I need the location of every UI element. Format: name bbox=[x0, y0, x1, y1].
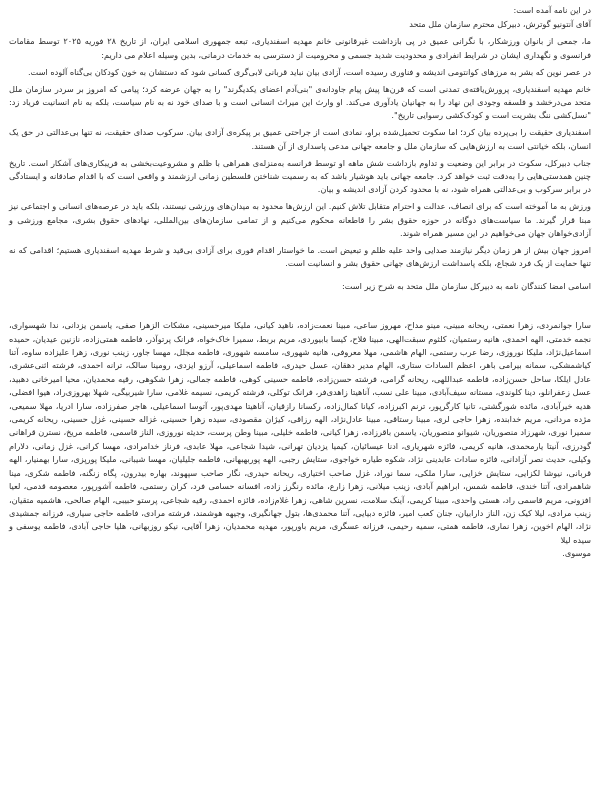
signers-list-end: موسوی. bbox=[562, 548, 591, 559]
letter-paragraph: اسفندیاری حقیقت را بی‌پرده بیان کرد؛ اما سکوت تحمیل‌شده براو، نمادی است از جراحتی عمیق بر پیکره‌ی آزادی بیان. سرکوب صدای حقیقت، نه تنها بی‌عدالتی در حق یک انسان، بلکه خیانتی است به ارزش‌هایی که سازمان ملل و جامعه جهانی مدعی پاسداری از آن هستند. bbox=[9, 127, 591, 151]
signers-list: سارا جوانمردی، زهرا نعمتی، ریحانه مبینی، مینو مداح، مهروز ساعی، مبینا نعمت‌زاده، ناهید کیانی، ملیکا میرحسینی، مشکات الزهرا صفی، یاسمن یزدانی، ندا شهسواری، نجمه خدمتی، الهه احمدی، هانیه رستمیان، کلثوم سبقت‌الهی، مبینا فلاح، کیسا بابیوردی، مریم بربط، سمیرا خاک‌خواه، فرانک پرتوآذر، فاطمه همتی‌زاده، نازنین عیدیان، حمیده اسماعیل‌نژاد، ملیکا نوروزی، رضا عرب رستمی، الهام هاشمی، مهلا معروفی، هانیه شهوری، سامسه شهوری، فاطمه مجلل، مهسا جاور، زینب نوری، زهرا علیزاده ساوه، آتنا کیاشمشکی، سمانه بیرامی باهر، اعظم السادات ستاری، الهام مدیر دهقان، عسل حیدری، فاطمه اسماعیلی، آرزو ایزدی، رومینا سالک، ترانه احمدی، فرشته اثنی‌عشری، عادل ایلکا، ساحل حسن‌زاده، فاطمه عبداللهی، ریحانه گرامی، فرشته حسن‌زاده، فاطمه حسینی کوهی، فاطمه جمالی، زهرا شکوهی، رقیه محمدیان، محیا امیرخانی دهبید، عسل زعفرانلو، دینا کلوندی، مستانه سیف‌آبادی، مبینا علی نسب، آناهیتا زاهدی‌فر، فرانک توکلی، فرشته کریمی، نسیمه غلامی، سارا شیربیگی، شهلا بهروزی‌راد، هیوا افضلی، هدیه خیرآبادی، مائده شورگشتی، تانیا کارگرپور، ترنم اکبرزاده، کیانا کمال‌زاده، رکسانا رازقیان، آناهیتا مهدی‌پور، آتوسا اسماعیلی، هاجر صفرزاده، سارا ادریا، مهلا سمیعی، مژده مردانی، مریم خدابنده، زهرا حاجی لری، مبینا رستاقی، مبینا عادل‌نژاد، الهه رزاقی، کیژان مقصودی، سیده زهرا حسینی، غزاله حسینی، غزل حسینی، ریحانه کریمی، سمیرا نوری، شهرزاد منصوریان، شیوانو منصوریان، یاسمن باقرزاده، زهرا کیانی، فاطمه خلیلی، مبینا وطن پرست، حدیثه نوروزی، الناز قاسمی، فاطمه مریخ، نسترن قراهانی گودرزی، آنیتا یارمحمدی، هانیه کریمی، فائزه شهریاری، ادنا عیسائیان، کیمیا یزدیان تهرانی، شیدا شجاعی، مهلا عابدی، فرناز خدامرادی، مهسا کرانی، غزل زمانی، دلارام وکیلی، حدیث نصر آزادانی، فائزه سادات عابدینی نژاد، شکوه طیاره خواجوی، ستایش رجبی، الهه پوربهبهانی، فاطمه جلیلیان، مهسا شیبانی، ملیکا پورپزی، سارا بهمنیار، الهه قربانی، نیوشا لکزایی، ستایش خزایی، سارا ملکی، سما نوراد، غزل صاحب اختیاری، ریحانه حیدری، نگار صاحب سپهوند، بهاره بیدرون، پگاه زنگنه، فاطمه شکری، مینا شاهمرادی، آتنا خندی، فاطمه شمس، ابراهیم آبادی، زینب میلانی، زهرا زارع، مائده رنگرز زاده، افسانه حسامی فرد، کران رستمی، فاطمه آشورپور، معصومه قدمی، لعیا افزونی، مریم قاسمی راد، هستی واحدی، مبینا کریمی، آینک سلامت، نسرین شاهی، زهرا غلام‌زاده، فائزه احمدی، رقیه شجاعی، پرستو حبیبی، الهام صالحی، هاشمیه متقیان، زینب مرادی، لیلا کیک زن، الناز دارابیان، جنان کعب امیر، فائزه دبیایی، آتنا محمدی‌ها، بتول جهانگیری، وجیهه هوشمند، فرشته مرادی، فاطمه حاجی سیاری، فرزانه جمشیدی نژاد، الهام اخوین، زهرا نماری، فاطمه همتی، سمیه رحیمی، فرزانه عسگری، مریم باورپور، مهدیه محمدیان، زهرا آقایی، نیکو روزبهانی، هلیا حاجی آبادی، فاطمه یوسفی و سیده لیلا bbox=[9, 320, 591, 545]
signers-title: اسامی امضا کنندگان نامه به دبیرکل سازمان ملل متحد به شرح زیر است: bbox=[341, 280, 591, 291]
letter-paragraph: ورزش به ما آموخته است که برای انصاف، عدالت و احترام متقابل تلاش کنیم. این ارزش‌ها محدود به میدان‌های ورزشی نیستند، بلکه باید در عرصه‌های انسانی و اجتماعی نیز مبنا قرار گیرند. ما سیاست‌های دوگانه در حوزه حقوق بشر را قاطعانه محکوم می‌کنیم و از تمامی سازمان‌های بین‌المللی، نهادهای حقوق بشری، مجامع ورزشی و آزادی‌خواهان جهان می‌خواهیم در این مسیر همراه شوند. bbox=[9, 201, 591, 239]
letter-intro: در این نامه آمده است: bbox=[513, 5, 591, 15]
letter-paragraph: جناب دبیرکل، سکوت در برابر این وضعیت و تداوم بازداشت شش ماهه او توسط فرانسه به‌منزله‌ی همراهی با ظلم و مشروعیت‌بخشی به فریبکاری‌های آشکار است. تاریخ چنین همدستی‌هایی را به‌دقت ثبت خواهد کرد. جامعه جهانی باید هوشیار باشد که به رسمیت شناختن فلسطین زمانی ارزشمند و واقعی است که با اقدام صادقانه و ایستادگی در برابر سرکوب و بی‌عدالتی همراه شود، نه با محدود کردن آزادی اندیشه و بیان. bbox=[9, 157, 591, 195]
letter-paragraph: ما، جمعی از بانوان ورزشکار، با نگرانی عمیق در پی بازداشت غیرقانونی خانم مهدیه اسفندیاری، تبعه جمهوری اسلامی ایران، از تاریخ ۲۸ فوریه ۲۰۲۵ توسط مقامات فرانسوی و نگهداری ایشان در شرایط انفرادی و محدودیت شدید جسمی و محرومیت از دسترسی به خدمات درمانی، بدین وسیله اعلام می داریم: bbox=[9, 36, 591, 60]
letter-paragraph: خانم مهدیه اسفندیاری، پرورش‌یافته‌ی تمدنی است که قرن‌ها پیش پیام جاودانه‌ی "بنی‌آدم اعضای یکدیگرند" را به جهان عرضه کرد؛ پیامی که امروز بر سردر سازمان ملل متحد می‌درخشد و فلسفه وجودی این نهاد را به جهانیان یادآوری می‌کند. او وارث این میراث انسانی است و با صدای خود نه به نام سیاست، بلکه به نام انسانیت فریاد زد: "نسل‌کشی ننگ بشریت است و کودک‌کشی رسوایی تاریخ". bbox=[9, 83, 591, 121]
letter-paragraph: امروز جهان بیش از هر زمان دیگر نیازمند صدایی واحد علیه ظلم و تبعیض است. ما خواستار اقدام فوری برای آزادی بی‌قید و شرط مهدیه اسفندیاری هستیم؛ اقدامی که نه تنها حمایت از یک فرد شجاع، بلکه پاسداشت ارزش‌های جهانی حقوق بشر و انسانیت است. bbox=[9, 245, 591, 269]
letter-salutation: آقای آنتونیو گوترش، دبیرکل محترم سازمان ملل متحد bbox=[409, 19, 591, 30]
letter-paragraph: در عصر نوین که بشر به مرزهای کوانتومی اندیشه و فناوری رسیده است، آزادی بیان نباید قربانی لابی‌گری کسانی شود که دستشان به خون کودکان بی‌گناه آلوده است. bbox=[27, 66, 591, 77]
